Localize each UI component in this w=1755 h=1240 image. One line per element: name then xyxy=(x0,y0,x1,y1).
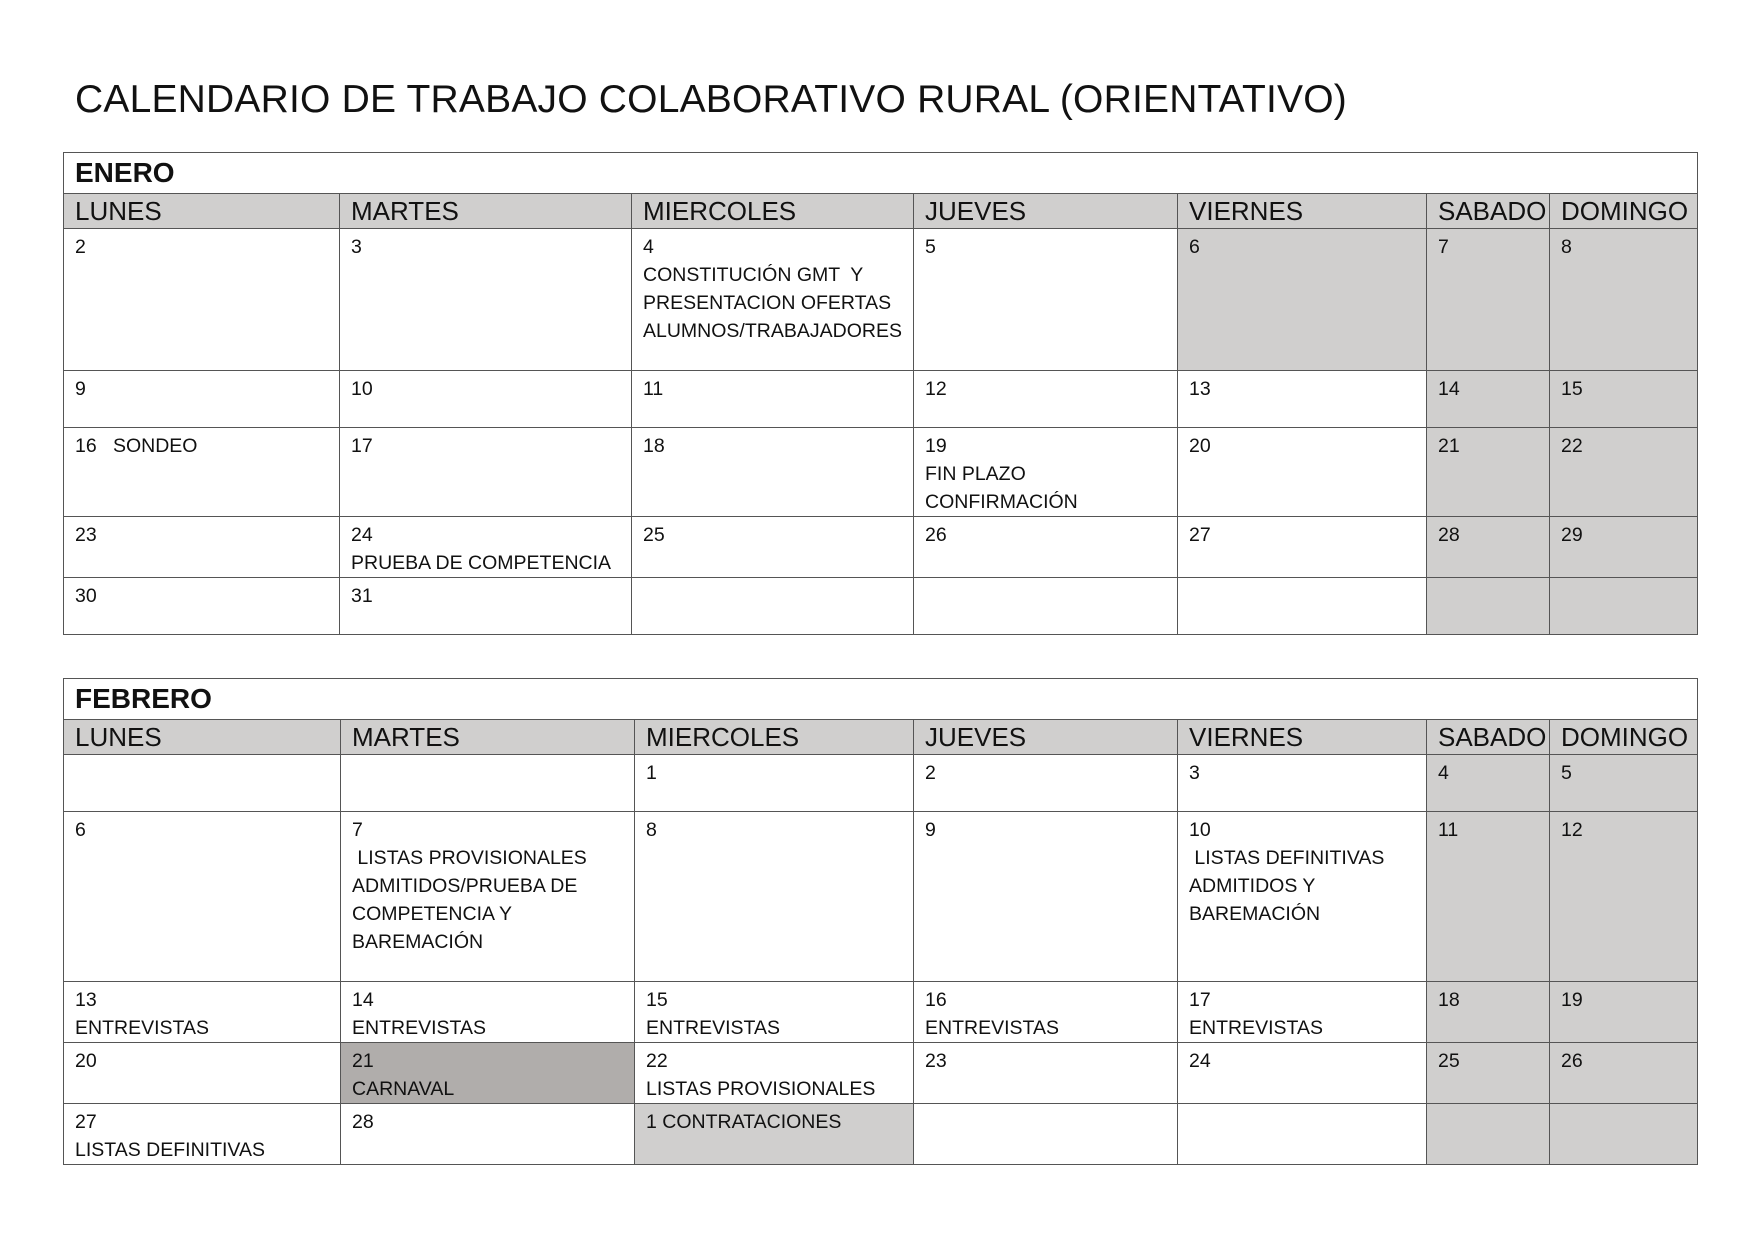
day-cell xyxy=(340,428,632,517)
day-cell-weekend xyxy=(1427,1043,1550,1104)
day-number: 8 xyxy=(646,819,657,841)
day-event: ENTREVISTAS xyxy=(925,1017,1059,1039)
day-header-domingo: DOMINGO xyxy=(1550,194,1698,229)
day-cell xyxy=(64,578,340,635)
day-number: 4 xyxy=(1438,762,1449,784)
week-row xyxy=(64,755,1698,812)
day-number: 13 xyxy=(75,989,97,1011)
day-event: ENTREVISTAS xyxy=(646,1017,780,1039)
day-cell xyxy=(632,517,914,578)
week-row xyxy=(64,428,1698,517)
day-cell xyxy=(635,755,914,812)
page-title: CALENDARIO DE TRABAJO COLABORATIVO RURAL (ORIENTATIVO) xyxy=(75,78,1347,121)
day-cell xyxy=(914,1043,1178,1104)
day-number: 26 xyxy=(925,524,947,546)
day-header-martes: MARTES xyxy=(340,194,632,229)
day-cell xyxy=(914,812,1178,982)
day-cell xyxy=(632,229,914,371)
day-number: 17 xyxy=(351,435,373,457)
month-title-enero: ENERO xyxy=(64,153,1698,194)
week-row xyxy=(64,578,1698,635)
day-event: CONSTITUCIÓN GMT Y PRESENTACION OFERTAS ALUMNOS/TRABAJADORES xyxy=(643,264,902,342)
calendar-febrero xyxy=(63,678,1698,1165)
day-cell-weekend xyxy=(1550,229,1698,371)
day-cell xyxy=(64,428,340,517)
day-number: 15 xyxy=(646,989,668,1011)
day-number: 23 xyxy=(75,524,97,546)
day-cell-empty xyxy=(1178,1104,1427,1165)
day-number: 30 xyxy=(75,585,97,607)
day-event: ENTREVISTAS xyxy=(352,1017,486,1039)
day-cell xyxy=(1178,755,1427,812)
day-number: 28 xyxy=(1438,524,1460,546)
day-number: 11 xyxy=(643,378,664,400)
day-number: 23 xyxy=(925,1050,947,1072)
day-number: 7 xyxy=(1438,236,1449,258)
day-headers-row xyxy=(64,194,1698,229)
day-header-viernes: VIERNES xyxy=(1178,720,1427,755)
day-cell-weekend xyxy=(1550,982,1698,1043)
day-number: 7 xyxy=(352,819,363,841)
day-number: 26 xyxy=(1561,1050,1583,1072)
day-number: 14 xyxy=(352,989,374,1011)
day-number: 2 xyxy=(925,762,936,784)
day-cell xyxy=(64,1043,341,1104)
day-cell-empty xyxy=(914,578,1178,635)
day-cell-weekend xyxy=(1427,578,1550,635)
day-number: 9 xyxy=(75,378,86,400)
day-cell xyxy=(64,517,340,578)
week-row xyxy=(64,1104,1698,1165)
day-cell xyxy=(64,812,341,982)
day-number: 4 xyxy=(643,236,654,258)
day-number: 17 xyxy=(1189,989,1211,1011)
day-cell-holiday xyxy=(1178,229,1427,371)
day-cell-holiday xyxy=(341,1043,635,1104)
day-number: 20 xyxy=(1189,435,1211,457)
week-row xyxy=(64,229,1698,371)
day-number: 25 xyxy=(1438,1050,1460,1072)
day-event: LISTAS DEFINITIVAS ADMITIDOS Y BAREMACIÓN xyxy=(1189,847,1389,925)
day-cell xyxy=(635,812,914,982)
day-cell xyxy=(1178,812,1427,982)
day-cell-empty xyxy=(914,1104,1178,1165)
day-number: 19 xyxy=(925,435,947,457)
day-number: 28 xyxy=(352,1111,374,1133)
day-cell xyxy=(64,982,341,1043)
day-cell xyxy=(635,982,914,1043)
day-number: 22 xyxy=(646,1050,668,1072)
day-cell xyxy=(1178,982,1427,1043)
day-header-sabado: SABADO xyxy=(1427,194,1550,229)
day-cell-empty xyxy=(64,755,341,812)
day-number: 5 xyxy=(925,236,936,258)
month-title-febrero: FEBRERO xyxy=(64,679,1698,720)
day-event: CARNAVAL xyxy=(352,1078,455,1100)
day-number: 16 SONDEO xyxy=(75,435,198,457)
day-cell-weekend xyxy=(1550,812,1698,982)
day-header-lunes: LUNES xyxy=(64,194,340,229)
day-cell-weekend xyxy=(1550,755,1698,812)
day-number: 8 xyxy=(1561,236,1572,258)
day-cell xyxy=(1178,428,1427,517)
day-cell-weekend xyxy=(1550,578,1698,635)
day-number: 12 xyxy=(1561,819,1583,841)
day-header-lunes: LUNES xyxy=(64,720,341,755)
day-cell-weekend xyxy=(1427,982,1550,1043)
day-headers-row xyxy=(64,720,1698,755)
day-header-sabado: SABADO xyxy=(1427,720,1550,755)
week-row xyxy=(64,517,1698,578)
day-number: 2 xyxy=(75,236,86,258)
day-number: 16 xyxy=(925,989,947,1011)
day-number: 10 xyxy=(1189,819,1211,841)
day-cell-weekend xyxy=(1427,371,1550,428)
day-cell xyxy=(914,982,1178,1043)
day-header-martes: MARTES xyxy=(341,720,635,755)
day-cell xyxy=(341,812,635,982)
day-cell xyxy=(340,229,632,371)
day-header-miercoles: MIERCOLES xyxy=(632,194,914,229)
week-row xyxy=(64,1043,1698,1104)
day-number: 19 xyxy=(1561,989,1583,1011)
day-cell xyxy=(64,229,340,371)
day-cell xyxy=(1178,1043,1427,1104)
day-cell-weekend xyxy=(1550,1104,1698,1165)
day-number: 24 xyxy=(351,524,373,546)
week-row xyxy=(64,371,1698,428)
day-cell xyxy=(914,428,1178,517)
day-cell-weekend xyxy=(1427,1104,1550,1165)
day-number: 22 xyxy=(1561,435,1583,457)
day-number: 13 xyxy=(1189,378,1211,400)
day-number: 3 xyxy=(1189,762,1200,784)
day-number: 21 xyxy=(352,1050,374,1072)
day-number: 18 xyxy=(1438,989,1460,1011)
day-cell-empty xyxy=(341,755,635,812)
day-event: LISTAS PROVISIONALES xyxy=(646,1078,876,1100)
day-cell-weekend xyxy=(1427,428,1550,517)
day-cell xyxy=(635,1043,914,1104)
day-cell-empty xyxy=(632,578,914,635)
day-number: 6 xyxy=(75,819,86,841)
day-cell-weekend xyxy=(1550,517,1698,578)
day-cell-weekend xyxy=(1550,1043,1698,1104)
day-header-miercoles: MIERCOLES xyxy=(635,720,914,755)
day-cell xyxy=(914,755,1178,812)
day-number: 6 xyxy=(1189,236,1200,258)
day-number: 11 xyxy=(1438,819,1459,841)
day-number: 18 xyxy=(643,435,665,457)
day-number: 5 xyxy=(1561,762,1572,784)
day-event: 1 CONTRATACIONES xyxy=(646,1111,842,1133)
day-cell-weekend xyxy=(1550,428,1698,517)
day-number: 31 xyxy=(351,585,373,607)
calendar-enero xyxy=(63,152,1698,635)
month-header-row xyxy=(64,153,1698,194)
week-row xyxy=(64,812,1698,982)
day-number: 1 xyxy=(646,762,657,784)
day-cell xyxy=(64,371,340,428)
day-number: 14 xyxy=(1438,378,1460,400)
day-number: 27 xyxy=(1189,524,1211,546)
day-cell-empty xyxy=(1178,578,1427,635)
day-number: 10 xyxy=(351,378,373,400)
day-cell-weekend xyxy=(1427,755,1550,812)
day-event: LISTAS PROVISIONALES ADMITIDOS/PRUEBA DE COMPETENCIA Y BAREMACIÓN xyxy=(352,847,592,953)
day-event: PRUEBA DE COMPETENCIA xyxy=(351,552,612,574)
day-number: 12 xyxy=(925,378,947,400)
day-header-domingo: DOMINGO xyxy=(1550,720,1698,755)
day-cell xyxy=(1178,371,1427,428)
day-cell-weekend xyxy=(1427,812,1550,982)
day-header-jueves: JUEVES xyxy=(914,720,1178,755)
day-cell xyxy=(341,982,635,1043)
day-number: 25 xyxy=(643,524,665,546)
day-number: 24 xyxy=(1189,1050,1211,1072)
day-number: 21 xyxy=(1438,435,1460,457)
month-header-row xyxy=(64,679,1698,720)
day-cell-shaded xyxy=(635,1104,914,1165)
day-cell xyxy=(64,1104,341,1165)
day-number: 29 xyxy=(1561,524,1583,546)
day-event: ENTREVISTAS xyxy=(75,1017,209,1039)
day-cell xyxy=(340,517,632,578)
day-cell xyxy=(914,371,1178,428)
day-number: 27 xyxy=(75,1111,97,1133)
day-header-viernes: VIERNES xyxy=(1178,194,1427,229)
day-cell xyxy=(632,428,914,517)
day-cell xyxy=(1178,517,1427,578)
day-cell-weekend xyxy=(1427,517,1550,578)
day-header-jueves: JUEVES xyxy=(914,194,1178,229)
day-event: FIN PLAZO CONFIRMACIÓN xyxy=(925,463,1078,513)
day-cell xyxy=(340,371,632,428)
day-number: 15 xyxy=(1561,378,1583,400)
day-event: ENTREVISTAS xyxy=(1189,1017,1323,1039)
day-cell-weekend xyxy=(1427,229,1550,371)
day-cell xyxy=(914,517,1178,578)
day-number: 3 xyxy=(351,236,362,258)
day-number: 9 xyxy=(925,819,936,841)
day-cell xyxy=(341,1104,635,1165)
day-cell xyxy=(340,578,632,635)
day-event: LISTAS DEFINITIVAS xyxy=(75,1139,265,1161)
day-cell xyxy=(914,229,1178,371)
day-cell xyxy=(632,371,914,428)
day-number: 20 xyxy=(75,1050,97,1072)
week-row xyxy=(64,982,1698,1043)
day-cell-weekend xyxy=(1550,371,1698,428)
